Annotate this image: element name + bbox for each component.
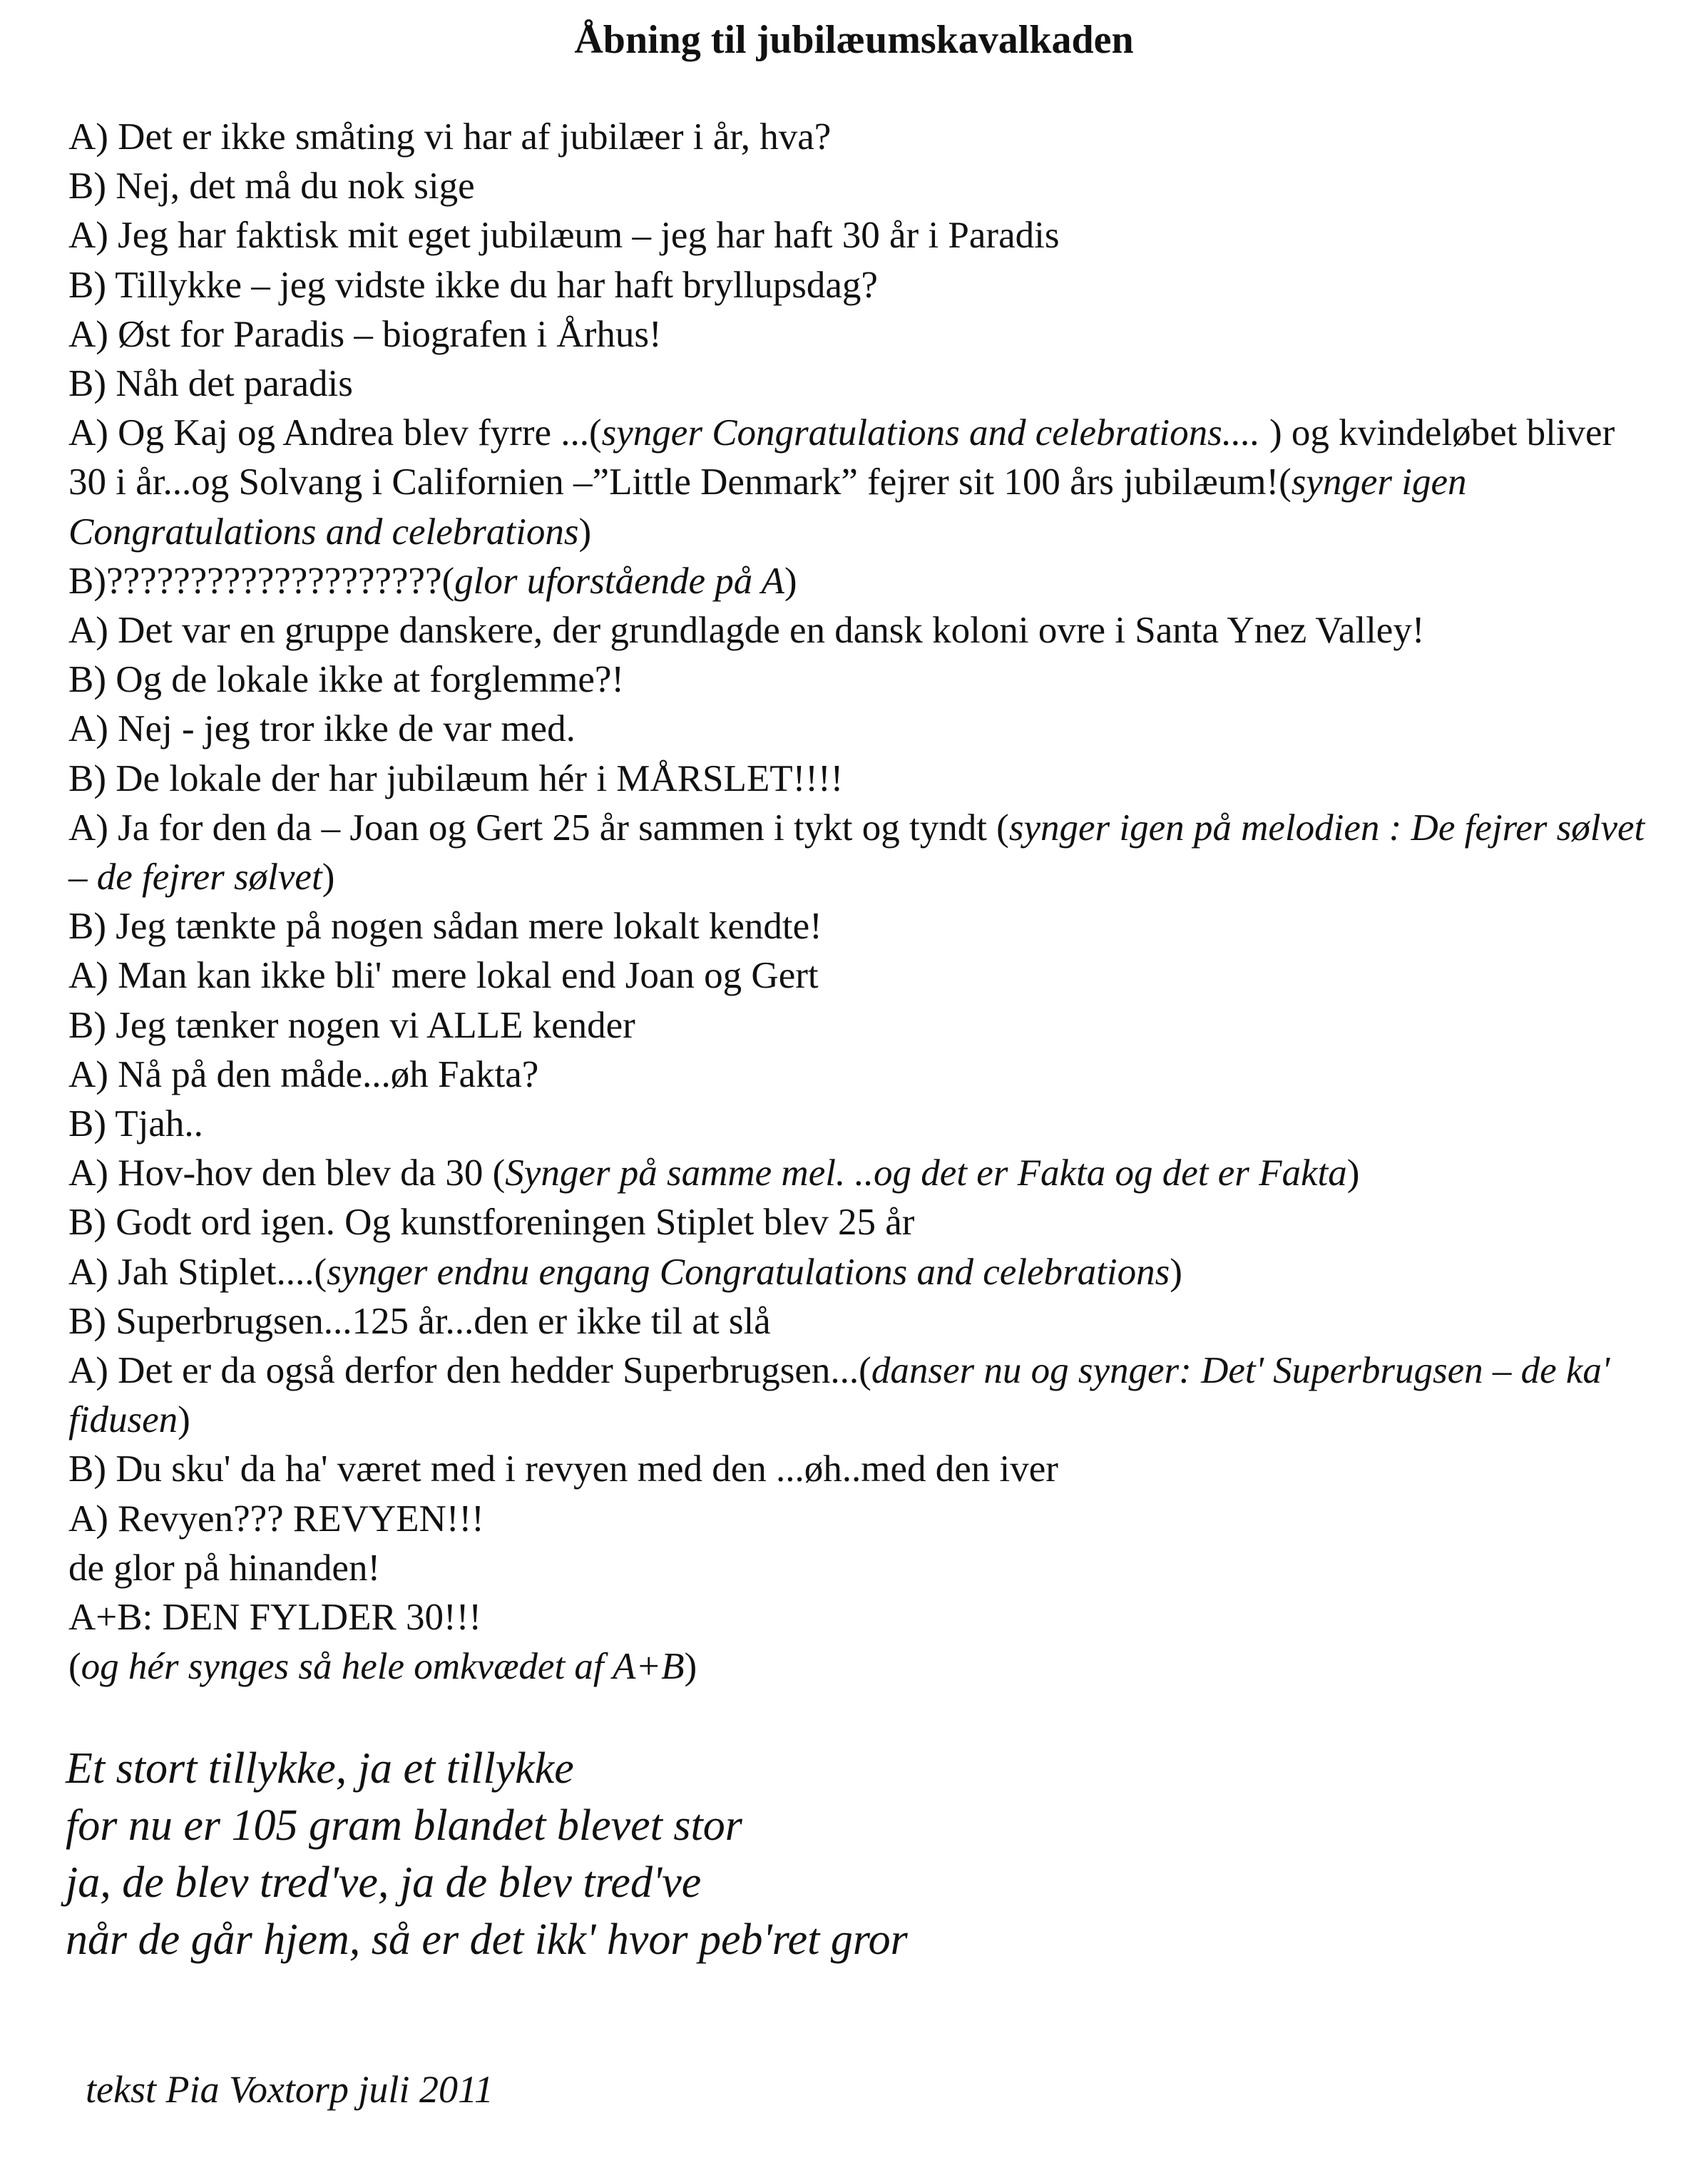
dialogue-line (68, 902, 1659, 951)
dialogue-line (68, 557, 1659, 606)
dialogue-line (68, 1495, 1659, 1544)
line-text: B) Jeg tænker nogen vi ALLE kender (68, 1004, 635, 1046)
line-text: B) De lokale der har jubilæum hér i MÅRSLET!!!! (68, 757, 844, 799)
dialogue-line (68, 1297, 1659, 1346)
line-text: ) (178, 1399, 190, 1441)
line-text: ) (684, 1646, 697, 1688)
dialogue-line (68, 359, 1659, 409)
stage-direction: Synger på samme mel. ..og det er Fakta og det er Fakta (505, 1152, 1347, 1194)
line-text: B) Superbrugsen...125 år...den er ikke til at slå (68, 1300, 771, 1342)
dialogue-line (68, 705, 1659, 754)
line-text: A) Øst for Paradis – biografen i Århus! (68, 313, 662, 355)
dialogue-line (68, 1346, 1659, 1445)
line-text: B) Nåh det paradis (68, 363, 353, 405)
line-text: ( (68, 1646, 81, 1688)
verse-line: når de går hjem, så er det ikk' hvor peb'ret gror (66, 1915, 908, 1964)
verse-line: for nu er 105 gram blandet blevet stor (66, 1801, 742, 1850)
stage-direction: synger igen på melodien : De fejrer sølvet – de fejrer sølvet (68, 807, 1645, 899)
stage-direction: synger endnu engang Congratulations and celebrations (327, 1251, 1170, 1293)
line-text: ) (1346, 1152, 1360, 1194)
line-text: A) Nå på den måde...øh Fakta? (68, 1053, 539, 1095)
dialogue-line (68, 804, 1659, 902)
line-text: A) Revyen??? REVYEN!!! (68, 1498, 484, 1540)
dialogue-block (68, 113, 1659, 1692)
line-text: A) Jeg har faktisk mit eget jubilæum – jeg har haft 30 år i Paradis (68, 215, 1060, 257)
line-text: A) Det er da også derfor den hedder Superbrugsen...( (68, 1350, 871, 1392)
line-text: A) Hov-hov den blev da 30 ( (68, 1152, 506, 1194)
line-text: A) Og Kaj og Andrea blev fyrre ...( (68, 412, 602, 454)
stage-direction: synger Congratulations and celebrations.... (601, 412, 1260, 454)
dialogue-line (68, 1001, 1659, 1050)
line-text: B) Nej, det må du nok sige (68, 165, 475, 208)
dialogue-line (68, 310, 1659, 359)
dialogue-line (68, 1544, 1659, 1593)
line-text: B) Tillykke – jeg vidste ikke du har haft bryllupsdag? (68, 264, 878, 306)
line-text: ) og kvindeløbet bliver 30 i år...og Solvang i Californien –”Little Denmark” fejrer sit 100 års jubilæum!( (68, 412, 1615, 503)
line-text: B) Og de lokale ikke at forglemme?! (68, 659, 625, 701)
dialogue-line (68, 1445, 1659, 1494)
dialogue-line (68, 754, 1659, 804)
dialogue-line (68, 1642, 1659, 1691)
song-verse (66, 1740, 1656, 1968)
line-text: A) Man kan ikke bli' mere lokal end Joan og Gert (68, 955, 819, 997)
dialogue-line (68, 409, 1659, 557)
dialogue-line (68, 261, 1659, 310)
dialogue-line (68, 1198, 1659, 1247)
dialogue-line (68, 162, 1659, 211)
stage-direction: synger igen Congratulations and celebrations (68, 461, 1467, 553)
line-text: B) Jeg tænkte på nogen sådan mere lokalt kendte! (68, 906, 822, 948)
line-text: A) Det var en gruppe danskere, der grundlagde en dansk koloni ovre i Santa Ynez Valley! (68, 610, 1425, 652)
dialogue-line (68, 606, 1659, 655)
dialogue-line (68, 1050, 1659, 1100)
dialogue-line (68, 1248, 1659, 1297)
stage-direction: danser nu og synger: Det' Superbrugsen – de ka' fidusen (68, 1350, 1610, 1441)
line-text: B) Godt ord igen. Og kunstforeningen Stiplet blev 25 år (68, 1202, 915, 1244)
line-text: de glor på hinanden! (68, 1547, 381, 1589)
dialogue-line (68, 1149, 1659, 1198)
line-text: A) Nej - jeg tror ikke de var med. (68, 708, 576, 750)
line-text: A) Ja for den da – Joan og Gert 25 år sammen i tykt og tyndt ( (68, 807, 1009, 849)
line-text: ) (322, 856, 335, 899)
line-text: A+B: DEN FYLDER 30!!! (68, 1597, 481, 1639)
author-credit: tekst Pia Voxtorp juli 2011 (86, 2068, 494, 2111)
verse-line: Et stort tillykke, ja et tillykke (66, 1744, 574, 1793)
verse-line: ja, de blev tred've, ja de blev tred've (66, 1858, 702, 1907)
dialogue-line (68, 1593, 1659, 1642)
dialogue-line (68, 113, 1659, 162)
stage-direction: glor uforstående på A (454, 560, 784, 602)
dialogue-line (68, 1100, 1659, 1149)
line-text: B) Tjah.. (68, 1103, 203, 1145)
line-text: B)????????????????????( (68, 560, 455, 602)
line-text: A) Jah Stiplet....( (68, 1251, 327, 1293)
line-text: A) Det er ikke småting vi har af jubilæer i år, hva? (68, 116, 832, 158)
line-text: ) (784, 560, 797, 602)
dialogue-line (68, 211, 1659, 260)
line-text: B) Du sku' da ha' været med i revyen med den ...øh..med den iver (68, 1448, 1058, 1490)
dialogue-line (68, 655, 1659, 705)
document-title: Åbning til jubilæumskavalkaden (574, 18, 1134, 62)
stage-direction: og hér synges så hele omkvædet af A+B (81, 1646, 685, 1688)
dialogue-line (68, 951, 1659, 1000)
line-text: ) (1170, 1251, 1182, 1293)
line-text: ) (578, 511, 592, 553)
